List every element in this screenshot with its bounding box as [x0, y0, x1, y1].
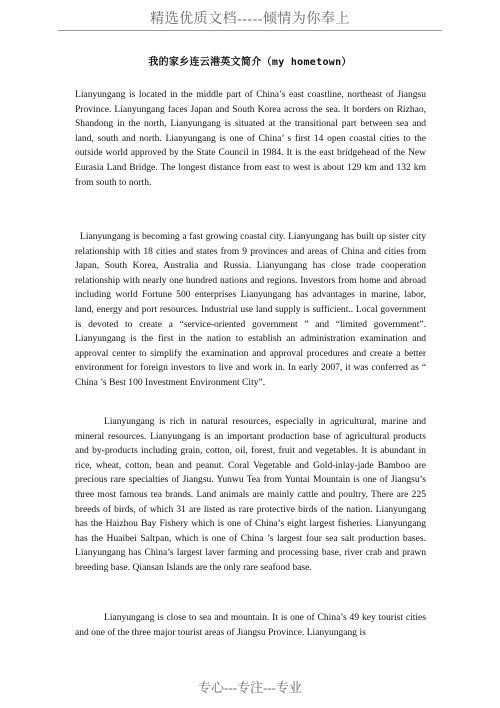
paragraph-growth: Lianyungang is becoming a fast growing coastal city. Lianyungang has built up sister city relationship with 18 cities and states from 9 provinces and areas of China and cities from Japan, South Korea, Australia and Russia. Lianyungang has close trade cooperation relationship with nearly one hundred nations and regions. Investors from home and abroad including world Fortune 500 enterprises Lianyungang has advantages in marine, labor, land, energy and port resources. Industrial use land supply is sufficient.. Local government is devoted to create a “service-oriented government ” and “limited government”. Lianyungang is the first in the nation to establish an administration examination and approval center to simplify the examination and approval procedures and create a better environment for foreign investors to live and work in. In early 2007, it was conferred as “ China ’s Best 100 Investment Environment City”. — [75, 231, 426, 388]
paragraph-resources: Lianyungang is rich in natural resources, especially in agricultural, marine and mineral resources. Lianyungang is an important production base of agricultural products and by-products including grain, cotton, oil, forest, fruit and vegetables. It is abundant in rice, wheat, cotton, bean and peanut. Coral Vegetable and Gold-inlay-jade Bamboo are precious rare specialties of Jiangsu. Yunwu Tea from Yuntai Mountain is one of Jiangsu’s three most famous tea brands. Land animals are mainly cattle and poultry, There are 225 breeds of birds, of which 31 are listed as rare protective birds of the nation. Lianyungang has the Haizhou Bay Fishery which is one of China’s eight largest fisheries. Lianyungang has the Huaibei Saltpan, which is one of China ’s largest four sea salt production bases. Lianyungang has China’s largest laver farming and processing base, river crab and prawn breeding base. Qiansan Islands are the only rare seafood base. — [75, 416, 426, 573]
page-header: 精选优质文档-----倾情为你奉上 — [150, 12, 350, 27]
paragraph-tourism: Lianyungang is close to sea and mountain. It is one of China’s 49 key tourist cities and one of the three major tourist areas of Jiangsu Province. Lianyungang is — [75, 612, 426, 638]
document-title: 我的家乡连云港英文简介（my hometown） — [148, 57, 352, 68]
paragraph-location: Lianyungang is located in the middle part of China’s east coastline, northeast of Jiangsu Province. Lianyungang faces Japan and South Korea across the sea. It borders on Rizhao, Shandong in the north, Lianyungang is situated at the transitional part between sea and land, south and north. Lianyungang is one of China’ s first 14 open coastal cities to the outside world approved by the State Council in 1984. It is the east bridgehead of the New Eurasia Land Bridge. The longest distance from east to west is about 129 km and 132 km from south to north. — [75, 89, 426, 188]
header-divider — [58, 30, 442, 31]
page-footer: 专心---专注---专业 — [198, 680, 302, 695]
